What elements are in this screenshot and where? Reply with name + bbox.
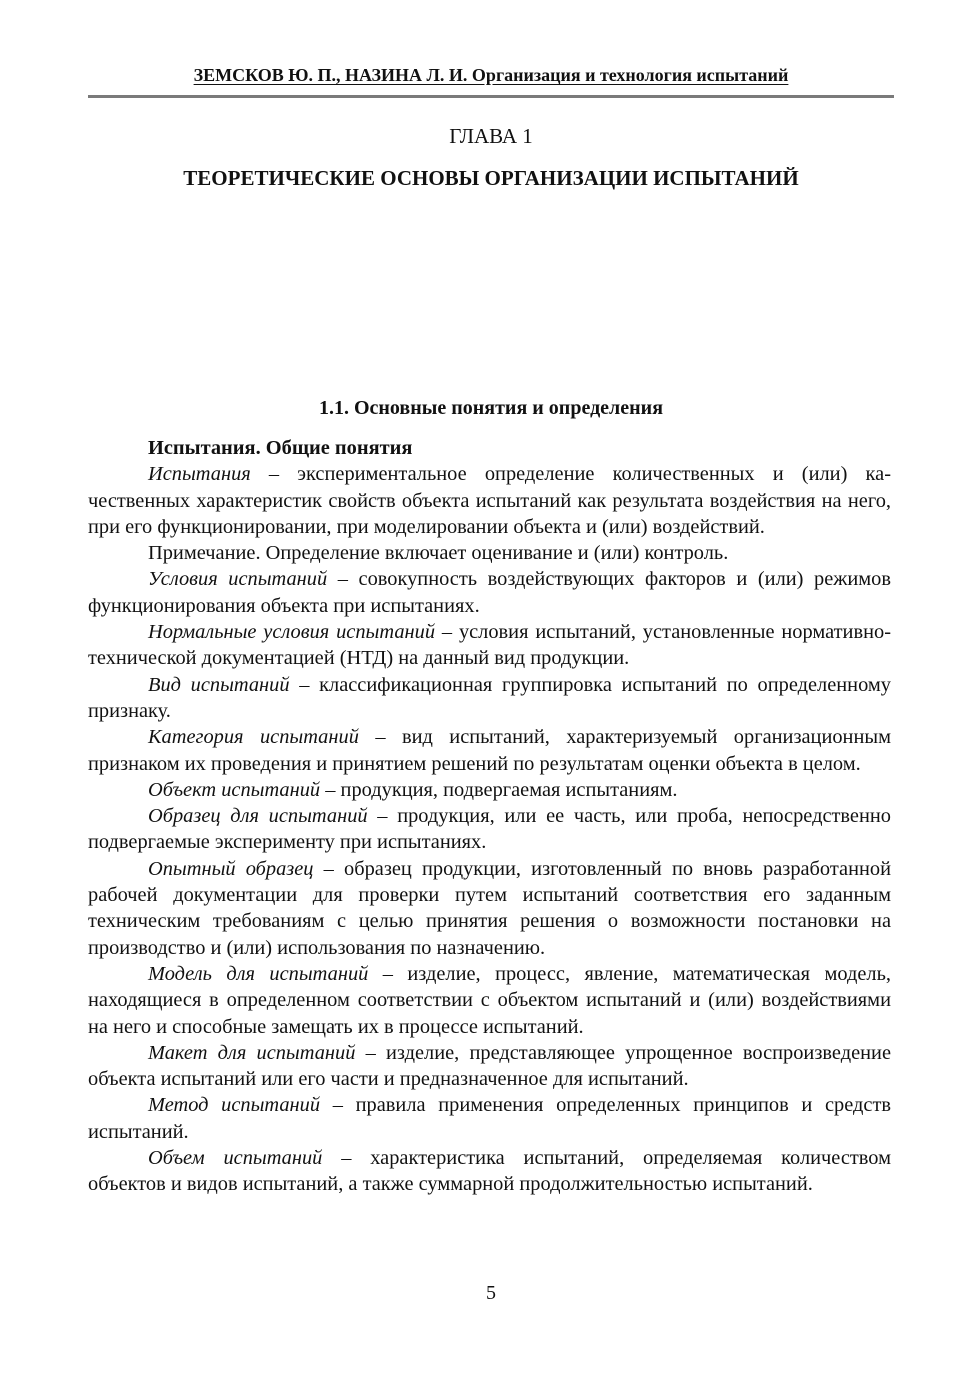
definition-paragraph <box>88 777 891 803</box>
definition-paragraph <box>88 566 891 619</box>
header-divider <box>88 95 894 98</box>
definition-text: – классификационная группировка испытаний по определенному признаку. <box>88 673 891 722</box>
subheading: Испытания. Общие понятия <box>148 437 413 459</box>
definition-text: – продукция, или ее часть, или проба, непосредственно подвергаемые эксперименту при испытаниях. <box>88 805 891 854</box>
definition-paragraph <box>88 619 891 672</box>
definition-term: Категория испытаний <box>148 726 359 749</box>
definition-paragraph <box>88 1145 891 1198</box>
definition-term: Условия испытаний <box>148 568 328 591</box>
running-header <box>88 63 894 87</box>
section-title: 1.1. Основные понятия и определения <box>318 397 664 419</box>
definition-text: – вид испытаний, характеризуемый организационным признаком их проведения и принятием решений по результатам оценки объекта в целом. <box>88 726 891 775</box>
definition-paragraph <box>88 672 891 725</box>
definition-term: Макет для испытаний <box>148 1041 356 1064</box>
definition-paragraph <box>88 724 891 777</box>
body-text <box>88 435 891 1198</box>
definition-term: Метод испытаний <box>148 1094 321 1117</box>
definition-term: Опытный образец <box>148 857 314 880</box>
definition-text: Примечание. Определение включает оценивание и (или) контроль. <box>148 542 729 565</box>
definition-paragraph <box>88 1040 891 1093</box>
definition-text: – изделие, процесс, явление, математическая модель, находящиеся в определенном соответствии с объектом испытаний и (или) воздействиями на него и способные замещать их в процессе испытаний. <box>88 962 891 1038</box>
definition-paragraph <box>88 803 891 856</box>
note-paragraph <box>88 540 891 566</box>
definition-term: Модель для испытаний <box>148 962 369 985</box>
definition-term: Вид испытаний <box>148 673 290 696</box>
running-header-text: ЗЕМСКОВ Ю. П., НАЗИНА Л. И. Организация и технология испытаний <box>193 65 789 85</box>
definition-term: Образец для испытаний <box>148 805 368 828</box>
definition-text: – характеристика испытаний, определяемая количеством объектов и видов испытаний, а также суммарной продолжительностью испытаний. <box>88 1147 892 1196</box>
definition-paragraph <box>88 461 891 540</box>
definition-text: – образец продукции, изготовленный по вновь разработанной рабочей документации для проверки путем испытаний соответствия его заданным техническим требованиям с целью принятия решения о возможности постановки на производство и (или) использования по назначению. <box>88 857 892 959</box>
definition-term: Объем испытаний <box>148 1147 323 1170</box>
definition-paragraph <box>88 1092 891 1145</box>
definition-term: Объект испытаний <box>148 778 321 801</box>
definition-paragraph <box>88 856 891 961</box>
definition-text: – условия испытаний, установленные нормативно-технической документацией (НТД) на данный вид продукции. <box>88 621 891 670</box>
definition-text: – правила применения определенных принципов и средств испытаний. <box>88 1094 891 1143</box>
definition-text: – совокупность воздействующих факторов и (или) режимов функционирования объекта при испытаниях. <box>88 568 892 617</box>
chapter-label: ГЛАВА 1 <box>449 124 533 148</box>
definition-text: – экспериментальное определение количественных и (или) качественных характеристик свойств объекта испытаний как результата воздействия на него, при его функционировании, при моделировании объекта и (или) воздействий. <box>88 463 891 538</box>
definition-text: – продукция, подвергаемая испытаниям. <box>320 778 678 801</box>
page-number: 5 <box>486 1282 496 1304</box>
chapter-title: ТЕОРЕТИЧЕСКИЕ ОСНОВЫ ОРГАНИЗАЦИИ ИСПЫТАНИЙ <box>183 166 799 190</box>
definition-paragraph <box>88 961 891 1040</box>
definition-text: – изделие, представляющее упрощенное воспроизведение объекта испытаний или его части и предназначенное для испытаний. <box>88 1041 891 1091</box>
definition-term: Испытания <box>148 463 251 486</box>
definition-term: Нормальные условия испытаний <box>148 621 436 644</box>
